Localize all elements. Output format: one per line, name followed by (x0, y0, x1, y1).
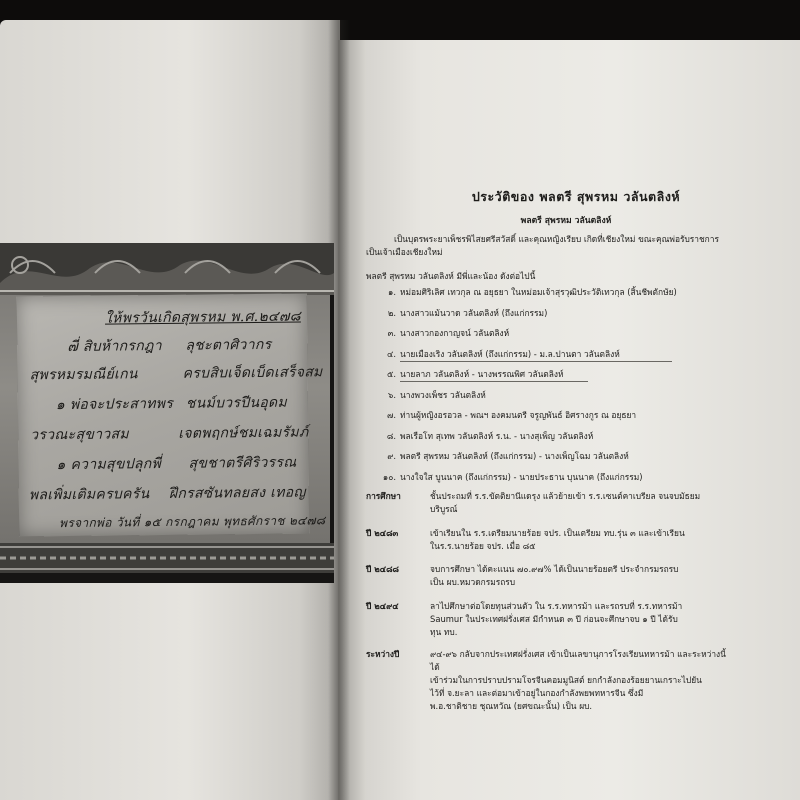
item-number: ๒. (387, 307, 396, 318)
education-line: ทุน ทบ. (430, 627, 458, 637)
education-line: พ.อ.ชาติชาย ชุณหวัณ (ยศขณะนั้น) เป็น ผบ. (430, 701, 593, 711)
item-text: นายเมืองเริง วลันตลิงห์ (ถึงแก่กรรม) - ม.ล.ปานตา วลันตลิงห์ (400, 348, 620, 359)
handwritten-card (17, 293, 326, 536)
item-number: ๔. (386, 348, 396, 359)
item-text: พลเรือโท สุเทพ วลันตลิงห์ ร.น. - นางสุเพ็ญ วลันตลิงห์ (400, 430, 594, 441)
education-line: ไว้ที่ จ.ยะลา และต่อมาเข้าอยู่ในกองกำลังพยพทหารจีน ซึ่งมี (430, 688, 644, 698)
education-line: เป็น ผบ.หมวดกรมรถรบ (430, 577, 516, 587)
item-number: ๖. (388, 389, 396, 400)
list-item (366, 348, 786, 369)
card-line: วรวณะสุขาวสม (30, 426, 129, 444)
education-line: ในร.ร.นายร้อย จปร. เมื่อ ๘๕ (430, 541, 536, 551)
list-item (366, 430, 786, 451)
list-item (366, 389, 786, 410)
card-line: ฝึกรสซันทลยสง เทอญ (168, 484, 306, 502)
card-line: ๗ี่ สิบห้ากรกฎา (67, 338, 162, 355)
education-text (430, 648, 730, 713)
item-number: ๓. (387, 328, 396, 338)
card-line: พลเพิ่มเติมครบครัน (28, 486, 150, 504)
item-number: ๑๐. (382, 471, 396, 482)
education-line: เข้าร่วมในการปราบปรามโจรจีนคอมมูนิสต์ ยกกำลังกองร้อยยานเกราะไปยัน (430, 675, 702, 685)
underline (400, 381, 588, 382)
education-text (430, 527, 726, 553)
underline (400, 361, 672, 362)
intro-paragraph (366, 233, 786, 259)
intro-line: เป็นบุตรพระยาเพ็ชรพิไสยศรีสวัสดิ์ และคุณหญิงเรียบ เกิดที่เชียงใหม่ ขณะคุณพ่อรับราชการ (394, 234, 719, 244)
card-line: ชนม์บวรปีนอุดม (185, 394, 288, 412)
list-item (366, 368, 786, 389)
card-line: สุขชาตรีศิริวรรณ (188, 454, 297, 472)
education-line: Saumur ในประเทศฝรั่งเศส มีกำหนด ๓ ปี ก่อนจะศึกษาจบ ๑ ปี ได้รับ (430, 614, 678, 624)
education-text (430, 600, 726, 639)
education-line: ลาไปศึกษาต่อโดยทุนส่วนตัว ใน ร.ร.ทหารม้า และรถรบที่ ร.ร.ทหารม้า (430, 601, 683, 611)
ornament-top-icon (0, 243, 334, 295)
page-subtitle: พลตรี สุพรหม วลันตลิงห์ (520, 216, 612, 226)
list-item (366, 471, 786, 492)
list-item (366, 450, 786, 471)
education-label: การศึกษา (366, 491, 401, 501)
education-line: ๙๔-๙๖ กลับจากประเทศฝรั่งเศส เข้าเป็นเลขานุการโรงเรียนทหารม้า และระหว่างนี้ได้ (430, 649, 726, 672)
card-line: ครบสิบเจ็ดเบ็ดเสร็จสม (182, 364, 323, 382)
item-number: ๗. (387, 410, 396, 420)
card-line: ลุชะตาศิวากร (185, 336, 272, 354)
card-title: ให้พรวันเกิดสุพรหม พ.ศ.๒๔๗๘ (104, 308, 301, 327)
item-text: นายลาภ วลันตลิงห์ - นางพรรณพิศ วลันตลิงห์ (400, 369, 564, 379)
ornament-bottom-icon (0, 543, 334, 573)
education-line: บริบูรณ์ (430, 504, 458, 514)
education-line: เข้าเรียนใน ร.ร.เตรียมนายร้อย จปร. เป็นเตรียม ทบ.รุ่น ๓ และเข้าเรียน (430, 528, 685, 538)
siblings-lead: พลตรี สุพรหม วลันตลิงห์ มีพี่และน้อง ดังต่อไปนี้ (366, 271, 536, 281)
education-label: ปี ๒๔๙๔ (366, 601, 399, 611)
list-item (366, 286, 786, 307)
item-text: หม่อมศิริเลิศ เทวกุล ณ อยุธยา ในหม่อมเจ้าสุรวุฒิประวัติเทวกุล (สิ้นชีพตักษัย) (400, 287, 677, 297)
item-text: นางสาวแม้นวาด วลันตลิงห์ (ถึงแก่กรรม) (400, 307, 548, 318)
item-text: พลตรี สุพรหม วลันตลิงห์ (ถึงแก่กรรม) - นางเพ็ญโฉม วลันตลิงห์ (400, 451, 629, 461)
photo-plate (0, 243, 334, 583)
list-item (366, 327, 786, 348)
card-line: ๑ พ่อจะประสาทพร (55, 395, 174, 414)
list-item (366, 307, 786, 328)
education-text (430, 490, 726, 516)
education-label: ปี ๒๔๘๓ (366, 528, 399, 538)
education-label: ปี ๒๔๘๘ (366, 564, 400, 574)
card-line: สุพรหมรมณีย์เกน (29, 366, 138, 384)
intro-line: เป็นเจ้าเมืองเชียงใหม่ (366, 247, 443, 257)
item-text: นางสาวกองกาญจน์ วลันตลิงห์ (400, 328, 510, 338)
card-footer: พรจากพ่อ วันที่ ๑๕ กรกฎาคม พุทธศักราช ๒๔๗๘ (59, 513, 326, 531)
page-title: ประวัติของ พลตรี สุพรหม วลันตลิงห์ (471, 189, 681, 204)
education-line: ชั้นประถมที่ ร.ร.ขัตติยานีแดรุง แล้วย้ายเข้า ร.ร.เซนต์คาเบรียล จนจบมัธยม (430, 491, 701, 501)
card-line: ๑ ความสุขปลุกพี่ (56, 456, 162, 474)
item-text: นางพวงเพ็ชร วลันตลิงห์ (400, 389, 486, 400)
item-text: นางใจใส บูนนาค (ถึงแก่กรรม) - นายประธาน บุนนาค (ถึงแก่กรรม) (400, 471, 643, 482)
education-line: จบการศึกษา ได้คะแนน ๗๐.๙๗% ได้เป็นนายร้อยตรี ประจำกรมรถรบ (430, 564, 679, 574)
card-line: เจตพฤกษ์ชมเฉมรัมภ์ (178, 424, 309, 442)
item-number: ๘. (386, 430, 396, 441)
education-text (430, 563, 726, 589)
education-label: ระหว่างปี (366, 649, 400, 659)
item-number: ๕. (386, 369, 396, 379)
item-number: ๙. (387, 451, 396, 461)
item-text: ท่านผู้หญิงอรอวล - พณฯ องคมนตรี จรูญพันธ์ อิศรางกูร ณ อยุธยา (400, 410, 637, 420)
list-item (366, 409, 786, 430)
item-number: ๑. (388, 287, 396, 297)
siblings-list (366, 286, 786, 491)
